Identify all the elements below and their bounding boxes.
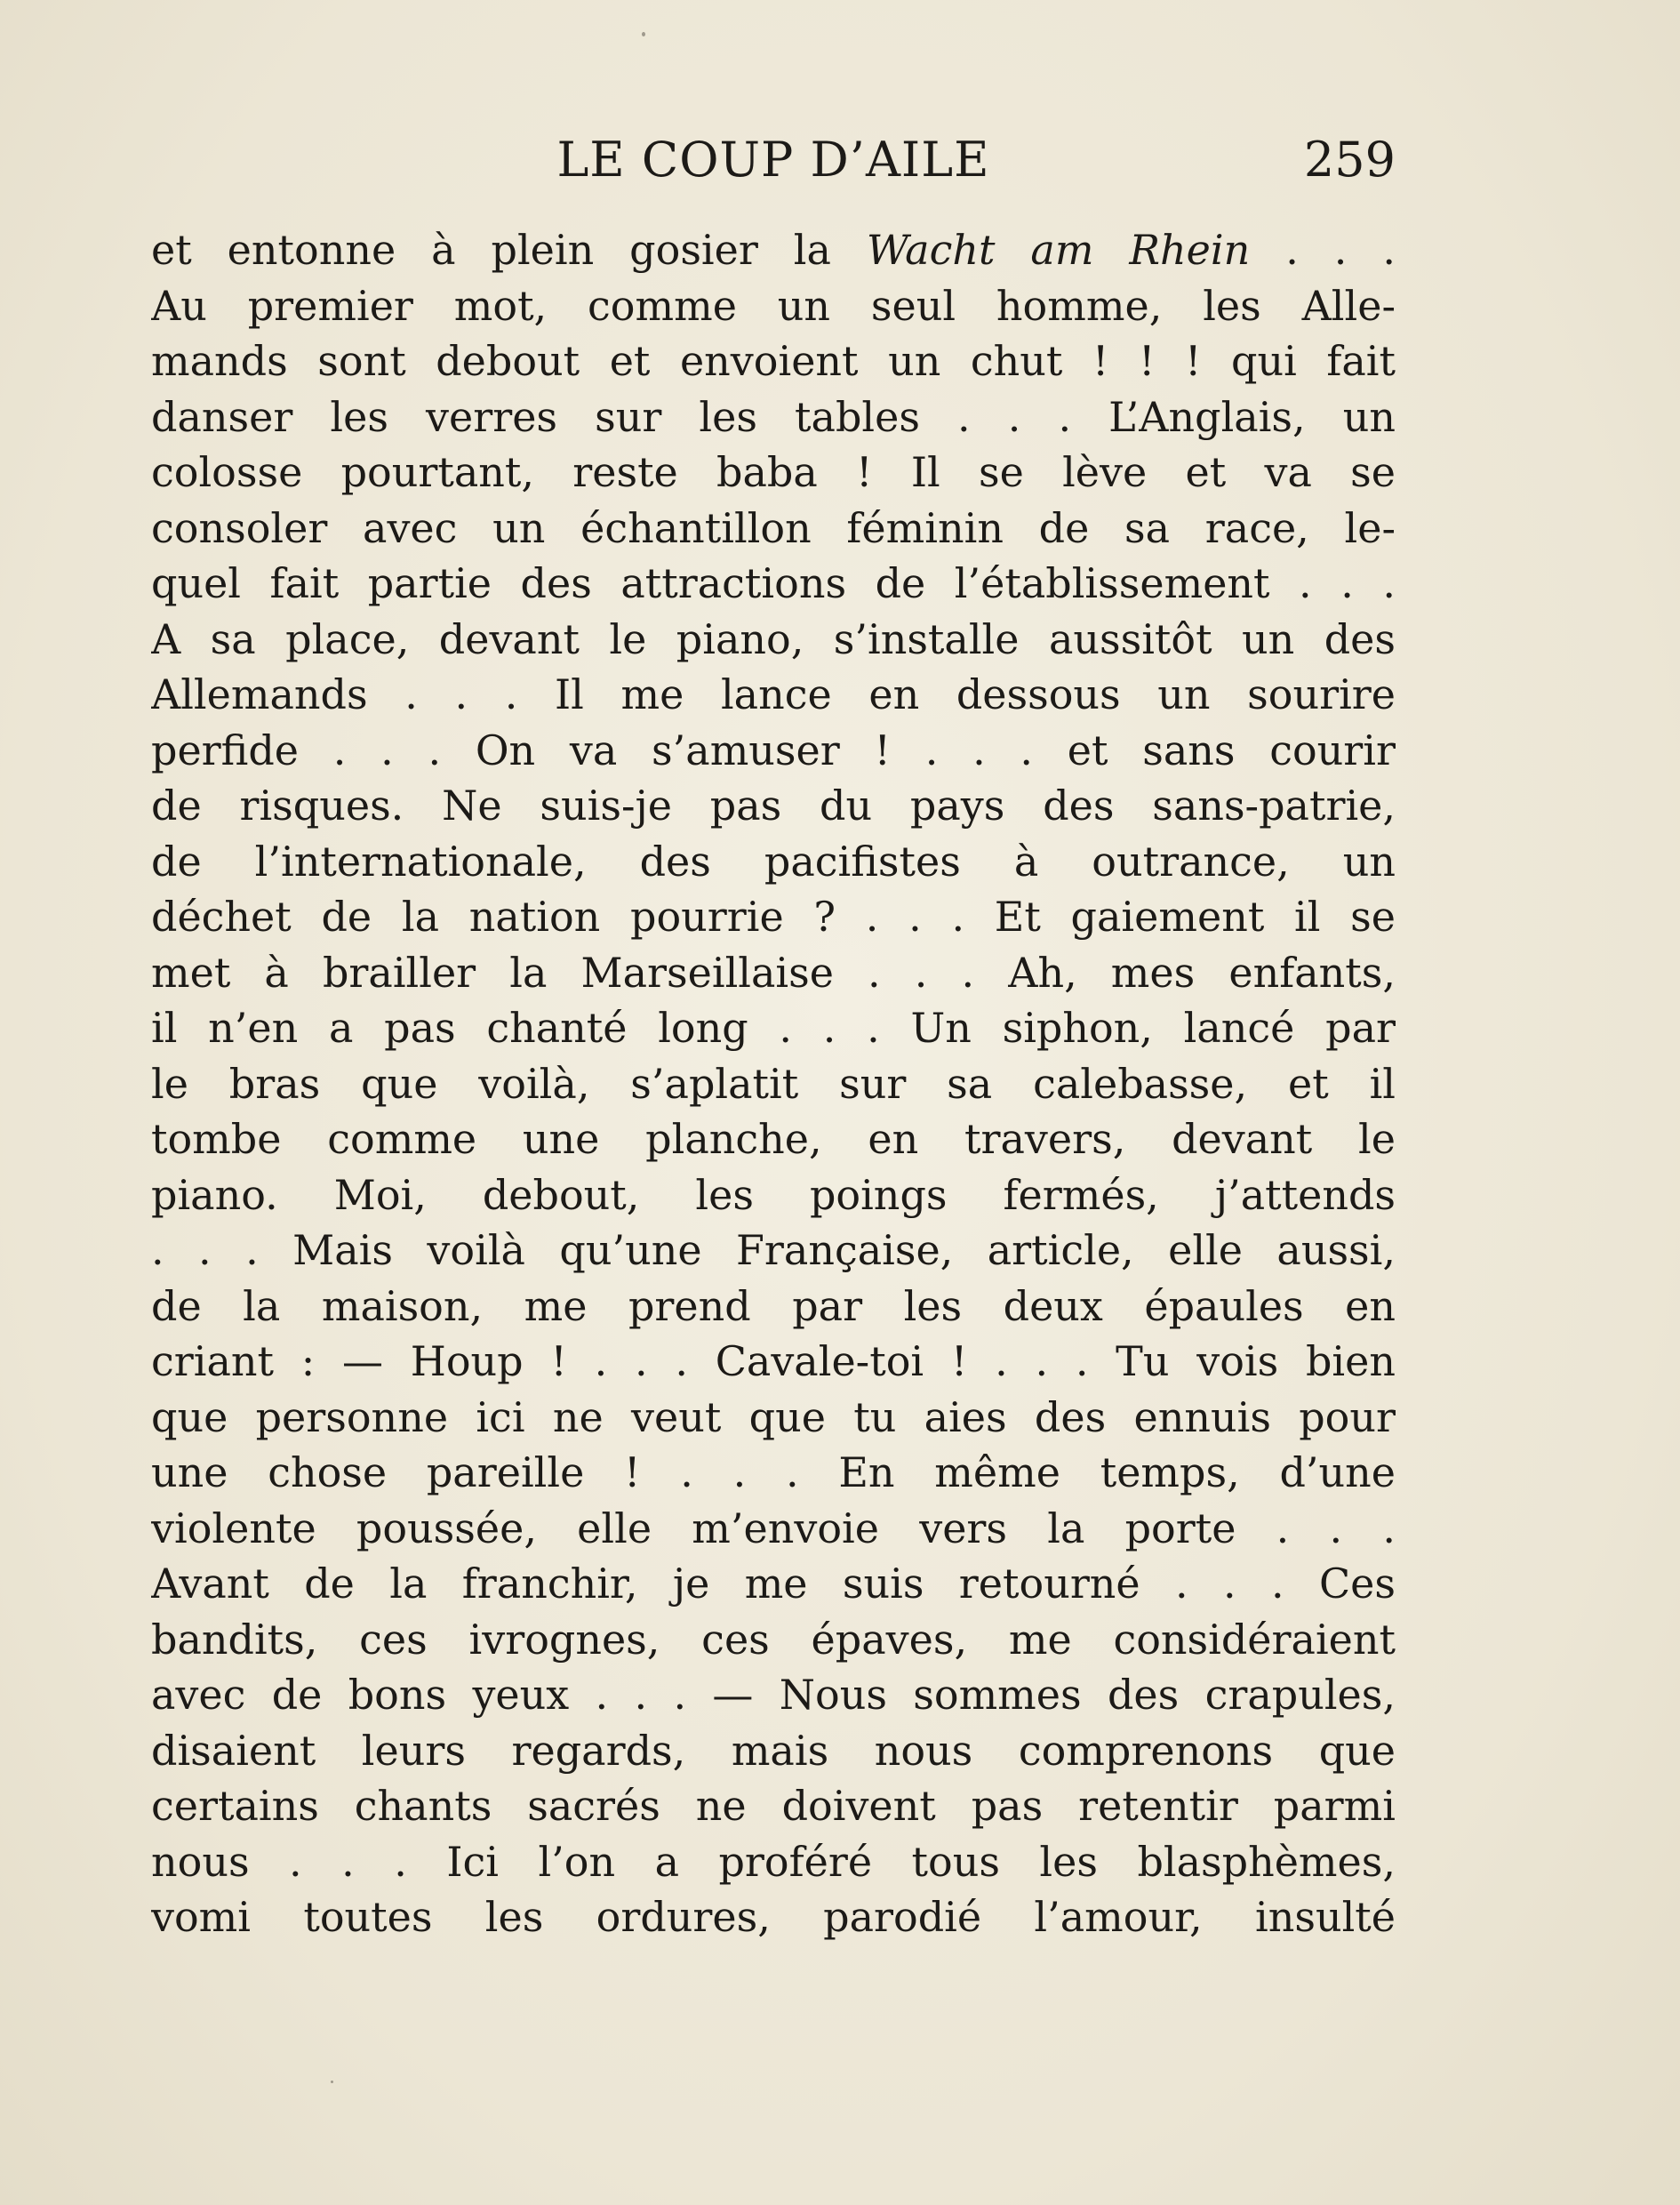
text-line-segment: Au premier mot, comme un seul homme, les Alle- (151, 281, 1396, 330)
text-line-segment: disaient leurs regards, mais nous comprenons que (151, 1726, 1396, 1775)
text-line-segment: certains chants sacrés ne doivent pas retentir parmi (151, 1782, 1396, 1830)
text-line-segment: danser les verres sur les tables . . . L’Anglais, un (151, 392, 1396, 441)
text-line (151, 501, 1396, 557)
text-line (151, 667, 1396, 723)
text-line-segment: perfide . . . On va s’amuser ! . . . et sans courir (151, 726, 1396, 774)
text-line (151, 1612, 1396, 1668)
text-line (151, 556, 1396, 612)
text-line (151, 1667, 1396, 1723)
text-line (151, 1834, 1396, 1890)
text-line-segment: le bras que voilà, s’aplatit sur sa calebasse, et il (151, 1059, 1396, 1108)
text-line-segment: Avant de la franchir, je me suis retourné . . . Ces (151, 1560, 1396, 1608)
text-line-segment: de risques. Ne suis-je pas du pays des sans-patrie, (151, 782, 1396, 830)
italic-title: Wacht am Rhein (866, 226, 1251, 274)
text-line (151, 1723, 1396, 1779)
text-line (151, 1056, 1396, 1112)
text-line-segment: de l’internationale, des pacifistes à outrance, un (151, 837, 1396, 886)
text-line (151, 1279, 1396, 1335)
text-line (151, 1167, 1396, 1223)
text-line-segment: bandits, ces ivrognes, ces épaves, me considéraient (151, 1615, 1396, 1664)
text-line (151, 1223, 1396, 1279)
text-line-segment: nous . . . Ici l’on a proféré tous les blasphèmes, (151, 1837, 1396, 1886)
text-line-segment: colosse pourtant, reste baba ! Il se lève et va se (151, 448, 1396, 496)
text-line (151, 1778, 1396, 1834)
text-line-segment: criant : — Houp ! . . . Cavale-toi ! . . . Tu vois bien (151, 1337, 1396, 1385)
text-line-segment: . . . Mais voilà qu’une Française, article, elle aussi, (151, 1226, 1396, 1274)
text-line (151, 889, 1396, 945)
text-line-segment: que personne ici ne veut que tu aies des ennuis pour (151, 1392, 1396, 1441)
text-line-segment: met à brailler la Marseillaise . . . Ah, mes enfants, (151, 948, 1396, 997)
text-line (151, 834, 1396, 890)
text-line (151, 333, 1396, 389)
text-line-segment: . . . (1250, 226, 1396, 274)
body-text (151, 222, 1396, 1945)
text-line (151, 1445, 1396, 1501)
text-line-segment: quel fait partie des attractions de l’établissement . . . (151, 559, 1396, 607)
text-line (151, 1889, 1396, 1945)
page-number: 259 (1303, 132, 1396, 188)
text-line (151, 1556, 1396, 1612)
text-line (151, 778, 1396, 834)
text-line-segment: A sa place, devant le piano, s’installe aussitôt un des (151, 614, 1396, 663)
text-line (151, 1334, 1396, 1390)
running-head (151, 124, 1396, 196)
text-line-segment: violente poussée, elle m’envoie vers la porte . . . (151, 1503, 1396, 1552)
text-line (151, 945, 1396, 1001)
text-line (151, 278, 1396, 334)
paper-speck (642, 32, 645, 36)
text-line-segment: piano. Moi, debout, les poings fermés, j’attends (151, 1170, 1396, 1219)
text-line (151, 389, 1396, 445)
paper-speck (331, 2081, 333, 2083)
text-line (151, 723, 1396, 779)
running-title: LE COUP D’AILE (556, 132, 990, 188)
text-line-segment: de la maison, me prend par les deux épaules en (151, 1281, 1396, 1330)
text-line-segment: vomi toutes les ordures, parodié l’amour, insulté (151, 1893, 1396, 1941)
text-line-segment: Allemands . . . Il me lance en dessous un sourire (151, 670, 1396, 718)
text-line (151, 1501, 1396, 1557)
text-line (151, 1390, 1396, 1446)
text-line-segment: et entonne à plein gosier la (151, 226, 867, 274)
text-line (151, 612, 1396, 668)
text-line-segment: une chose pareille ! . . . En même temps, d’une (151, 1448, 1396, 1496)
text-line-segment: il n’en a pas chanté long . . . Un siphon, lancé par (151, 1004, 1396, 1052)
text-line (151, 1000, 1396, 1056)
text-line-segment: tombe comme une planche, en travers, devant le (151, 1115, 1396, 1163)
text-line (151, 445, 1396, 501)
text-line-segment: consoler avec un échantillon féminin de sa race, le- (151, 503, 1396, 552)
text-line (151, 222, 1396, 278)
text-line-segment: déchet de la nation pourrie ? . . . Et gaiement il se (151, 893, 1396, 941)
text-line (151, 1111, 1396, 1167)
text-line-segment: mands sont debout et envoient un chut ! ! ! qui fait (151, 337, 1396, 385)
text-line-segment: avec de bons yeux . . . — Nous sommes des crapules, (151, 1671, 1396, 1719)
